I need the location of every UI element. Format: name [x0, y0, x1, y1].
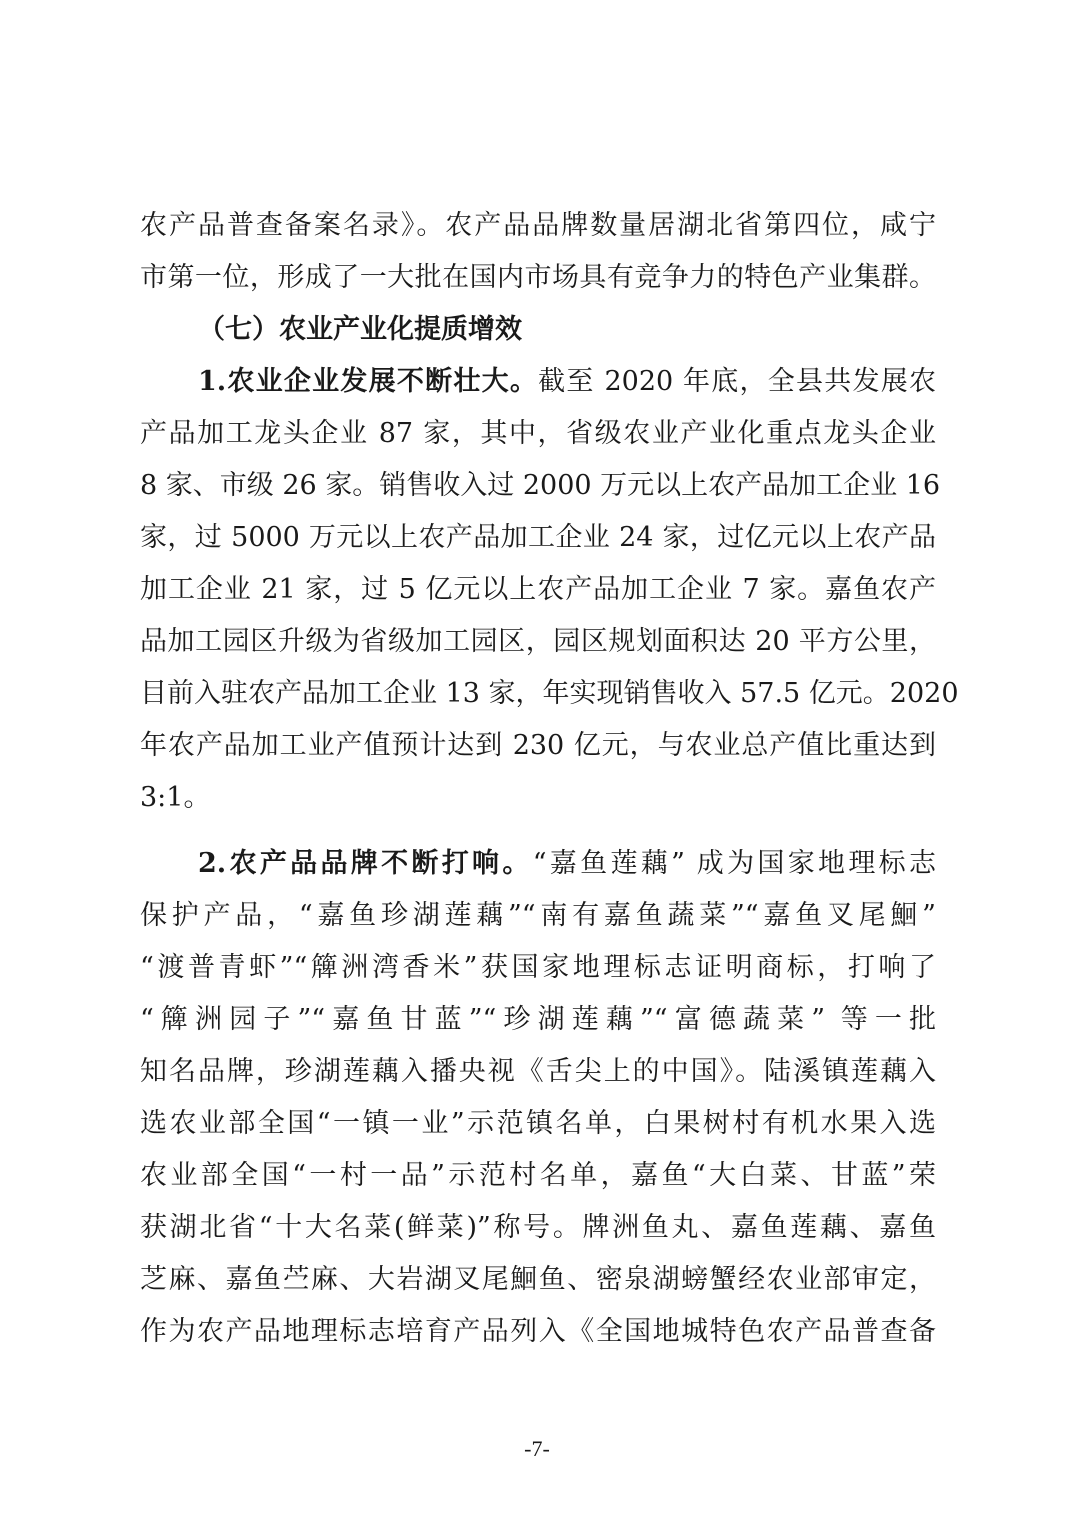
line-text: 产品加工龙头企业 87 家，其中，省级农业产业化重点龙头企业	[140, 418, 936, 449]
line-text: 年农产品加工业产值预计达到 230 亿元，与农业总产值比重达到	[140, 730, 936, 761]
line-text: 加工企业 21 家，过 5 亿元以上农产品加工企业 7 家。嘉鱼农产	[140, 574, 936, 605]
text-line	[140, 1306, 936, 1358]
document-body	[140, 200, 959, 1358]
line-text: 截至 2020 年底，全县共发展农	[538, 366, 936, 397]
paragraph-lead: 2.农产品品牌不断打响。	[198, 848, 533, 879]
page-number: -7-	[524, 1436, 550, 1461]
line-text: 获湖北省“十大名菜(鲜菜)”称号。牌洲鱼丸、嘉鱼莲藕、嘉鱼	[140, 1212, 936, 1243]
text-line	[140, 1202, 936, 1254]
text-line	[140, 408, 936, 460]
text-line	[140, 942, 936, 994]
text-line	[140, 720, 936, 772]
line-text: 目前入驻农产品加工企业 13 家，年实现销售收入 57.5 亿元。2020	[140, 678, 959, 709]
paragraph-first-line	[140, 356, 936, 408]
text-line	[140, 1046, 936, 1098]
line-text: “簰洲园子”“嘉鱼甘蓝”“珍湖莲藕”“富德蔬菜” 等一批	[140, 1004, 936, 1035]
text-line	[140, 994, 936, 1046]
text-line	[140, 890, 936, 942]
line-text: 保护产品，“嘉鱼珍湖莲藕”“南有嘉鱼蔬菜”“嘉鱼叉尾鮰”	[140, 900, 936, 931]
line-text: “渡普青虾”“簰洲湾香米”获国家地理标志证明商标，打响了	[140, 952, 936, 983]
line-text: 市第一位，形成了一大批在国内市场具有竞争力的特色产业集群。	[140, 262, 936, 293]
line-text: “嘉鱼莲藕” 成为国家地理标志	[532, 848, 936, 879]
line-text: 知名品牌，珍湖莲藕入播央视《舌尖上的中国》。陆溪镇莲藕入	[140, 1056, 936, 1087]
section-heading	[140, 304, 936, 356]
line-text: 农产品普查备案名录》。农产品品牌数量居湖北省第四位，咸宁	[140, 210, 936, 241]
text-line	[140, 460, 941, 512]
text-line	[140, 1098, 936, 1150]
text-line	[140, 1150, 936, 1202]
text-line	[140, 564, 936, 616]
line-text: 3:1。	[140, 782, 211, 813]
text-line	[140, 1254, 936, 1306]
text-line	[140, 200, 936, 252]
text-line	[140, 772, 936, 824]
line-text: 品加工园区升级为省级加工园区，园区规划面积达 20 平方公里，	[140, 626, 936, 657]
text-line	[140, 252, 936, 304]
line-text: 作为农产品地理标志培育产品列入《全国地城特色农产品普查备	[140, 1316, 936, 1347]
paragraph-lead: 1.农业企业发展不断壮大。	[198, 366, 539, 397]
line-text: 芝麻、嘉鱼苎麻、大岩湖叉尾鮰鱼、密泉湖螃蟹经农业部审定，	[140, 1264, 936, 1295]
line-text: 家，过 5000 万元以上农产品加工企业 24 家，过亿元以上农产品	[140, 522, 936, 553]
text-line	[140, 668, 959, 720]
line-text: 选农业部全国“一镇一业”示范镇名单，白果树村有机水果入选	[140, 1108, 936, 1139]
text-line	[140, 616, 936, 668]
section-heading-text: （七）农业产业化提质增效	[198, 314, 522, 345]
line-text: 8 家、市级 26 家。销售收入过 2000 万元以上农产品加工企业 16	[140, 470, 941, 501]
text-line	[140, 512, 936, 564]
line-text: 农业部全国“一村一品”示范村名单，嘉鱼“大白菜、甘蓝”荣	[140, 1160, 936, 1191]
paragraph-first-line	[140, 838, 936, 890]
